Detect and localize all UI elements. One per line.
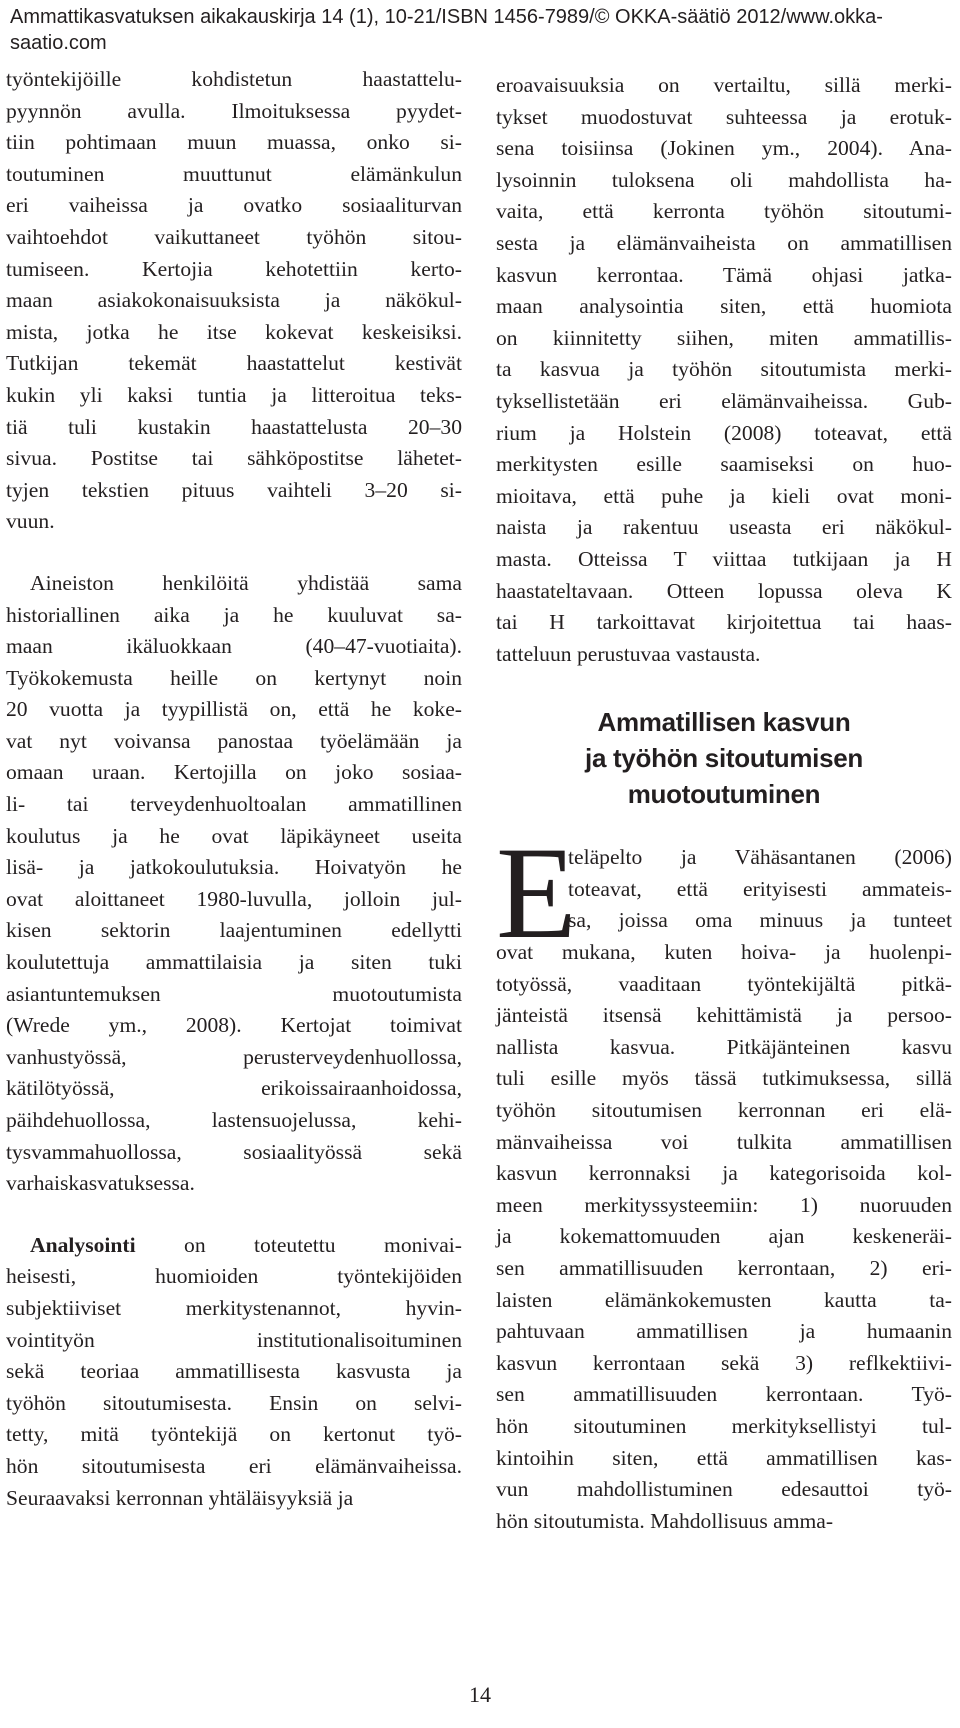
text-line: koulutettuja ammattilaisia ja siten tuki — [6, 950, 462, 975]
text-line: teläpelto ja Vähäsantanen (2006) — [568, 845, 952, 870]
text-line: 20 vuotta ja tyypillistä on, että he koke- — [6, 697, 462, 722]
text-line: Seuraavaksi kerronnan yhtäläisyyksiä ja — [6, 1485, 354, 1510]
text-line: toteavat, että erityisesti ammateis- — [568, 876, 952, 901]
text-line: on kiinnitetty siihen, miten ammatillis- — [496, 325, 952, 350]
text-line: ja kokemattomuuden ajan keskeneräi- — [496, 1224, 952, 1249]
text-line: kasvun kerrontaa. Tämä ohjasi jatka- — [496, 262, 952, 287]
text-line: tyjen tekstien pituus vaihteli 3–20 si- — [6, 477, 462, 502]
text-line: tai H tarkoittavat kirjoitettua tai haas- — [496, 610, 952, 635]
text-line: kasvun kerrontaan sekä 3) reflkektiivi- — [496, 1350, 952, 1375]
heading-line: muotoutuminen — [627, 779, 821, 810]
text-line: heisesti, huomioiden työntekijöiden — [6, 1264, 462, 1289]
text-line: kisen sektorin laajentuminen edellytti — [6, 918, 462, 943]
text-line: (Wrede ym., 2008). Kertojat toimivat — [6, 1013, 462, 1038]
text-line: mista, jotka he itse kokevat keskeisiksi. — [6, 319, 462, 344]
text-line: vointityön institutionalisoituminen — [6, 1327, 462, 1352]
text-line: maan asiakokonaisuuksista ja näkökul- — [6, 288, 462, 313]
text-line: kätilötyössä, erikoissairaanhoidossa, — [6, 1076, 462, 1101]
text-line: toutuminen muuttunut elämänkulun — [6, 161, 462, 186]
paragraph-1 — [6, 64, 462, 538]
text-line: vaita, että kerronta työhön sitoutumi- — [496, 199, 952, 224]
text-line: vuun. — [6, 509, 55, 534]
text-line: tumiseen. Kertojia kehotettiin kerto- — [6, 256, 462, 281]
text-line: eroavaisuuksia on vertailtu, sillä merki- — [496, 73, 952, 97]
text-line: Tutkijan tekemät haastattelut kestivät — [6, 351, 462, 376]
text-line: Aineiston henkilöitä yhdistää sama — [30, 570, 462, 595]
text-line: vanhustyössä, perusterveydenhuollossa, — [6, 1044, 462, 1069]
page-number: 14 — [469, 1682, 491, 1707]
text-line: vat nyt voivansa panostaa työelämään ja — [6, 728, 462, 753]
text-line: vaihtoehdot vaikuttaneet työhön sitou- — [6, 224, 462, 249]
text-line: historiallinen aika ja he kuuluvat sa- — [6, 602, 462, 627]
text-line: työhön sitoutumisesta. Ensin on selvi- — [6, 1390, 462, 1415]
text-line: Työkokemusta heille on kertynyt noin — [6, 665, 462, 690]
text-line: maan ikäluokkaan (40–47-vuotiaita). — [6, 634, 462, 659]
text-line: sivua. Postitse tai sähköpostitse lähetet- — [6, 446, 462, 471]
text-line: työntekijöille kohdistetun haastattelu- — [6, 67, 462, 91]
text-line: tetty, mitä työntekijä on kertonut työ- — [6, 1422, 462, 1447]
text-line: hön sitoutuminen merkityksellistyi tul- — [496, 1413, 952, 1438]
text-line: merkitysten esille saamiseksi on huo- — [496, 452, 952, 477]
text-line: maan analysointia siten, että huomiota — [496, 294, 952, 319]
text-line: sekä teoriaa ammatillisesta kasvusta ja — [6, 1359, 462, 1384]
text-line: mänvaiheissa voi tulkita ammatillisen — [496, 1129, 952, 1154]
text-line: tysvammahuollossa, sosiaalityössä sekä — [6, 1139, 462, 1164]
text-line: li- tai terveydenhuoltoalan ammatillinen — [6, 792, 462, 817]
text-line: lisä- ja jatkokoulutuksia. Hoivatyön he — [6, 855, 462, 880]
text-line: tuli esille myös tässä tutkimuksessa, sillä — [496, 1066, 952, 1091]
text-line: lysoinnin tuloksena oli mahdollista ha- — [496, 167, 952, 192]
text-line: meen merkityssysteemiin: 1) nuoruuden — [496, 1192, 952, 1217]
text-line: sa, joissa oma minuus ja tunteet — [568, 908, 952, 933]
text-line: varhaiskasvatuksessa. — [6, 1171, 195, 1196]
text-line: masta. Otteissa T viittaa tutkijaan ja H — [496, 546, 952, 571]
text-line: ovat mukana, kuten hoiva- ja huolenpi- — [496, 940, 952, 965]
text-line: eri vaiheissa ja ovatko sosiaaliturvan — [6, 193, 462, 218]
text-line: pyynnön avulla. Ilmoituksessa pyydet- — [6, 98, 462, 123]
text-line: ovat aloittaneet 1980-luvulla, jolloin jul- — [6, 886, 462, 911]
text-line: laisten elämänkokemusten kautta ta- — [496, 1287, 952, 1312]
section-heading — [496, 704, 952, 812]
text-line: mioitava, että puhe ja kieli ovat moni- — [496, 483, 952, 508]
text-line: naista ja rakentuu useasta eri näkökul- — [496, 515, 952, 540]
text-line: hön sitoutumisesta eri elämänvaiheissa. — [6, 1453, 462, 1478]
text-line: kintoihin siten, että ammatillisen kas- — [496, 1445, 952, 1470]
text-line: asiantuntemuksen muotoutumista — [6, 981, 462, 1006]
text-line: hön sitoutumista. Mahdollisuus amma- — [496, 1508, 834, 1533]
paragraph-3 — [6, 1230, 462, 1514]
text-line: työhön sitoutumisen kerronnan eri elä- — [496, 1098, 952, 1123]
dropcap-paragraph — [496, 819, 952, 1537]
left-column — [6, 64, 462, 1514]
text-line: subjektiiviset merkitystenannot, hyvin- — [6, 1295, 462, 1320]
text-line: ta kasvua ja työhön sitoutumista merki- — [496, 357, 952, 382]
text-line: nallista kasvua. Pitkäjänteinen kasvu — [496, 1034, 952, 1059]
running-header: Ammattikasvatuksen aikakauskirja 14 (1), 10-21/ISBN 1456-7989/© OKKA-säätiö 2012/www.okka-saatio.com — [10, 6, 883, 54]
text-line: sen ammatillisuuden kerrontaan, 2) eri- — [496, 1256, 952, 1280]
run-in-heading: Analysointi — [30, 1232, 136, 1257]
text-line: totyössä, vaaditaan työntekijältä pitkä- — [496, 971, 952, 996]
right-column — [496, 70, 952, 1537]
text-line: pahtuvaan ammatillisen ja humaanin — [496, 1319, 952, 1344]
text-line: haastateltavaan. Otteen lopussa oleva K — [496, 578, 952, 603]
paragraph-1 — [496, 70, 952, 670]
text-line: kasvun kerronnaksi ja kategorisoida kol- — [496, 1161, 952, 1186]
text-line: jänteistä itsensä kehittämistä ja persoo- — [496, 1003, 952, 1028]
text-line: sen ammatillisuuden kerrontaan. Työ- — [496, 1382, 952, 1407]
text-line: tiin pohtimaan muun muassa, onko si- — [6, 130, 462, 155]
text-line — [6, 1230, 462, 1262]
text-line: koulutus ja he ovat läpikäyneet useita — [6, 823, 462, 848]
text-line: päihdehuollossa, lastensuojelussa, kehi- — [6, 1108, 462, 1132]
paragraph-2 — [6, 568, 462, 1200]
text-line: tyksellistetään eri elämänvaiheissa. Gub- — [496, 388, 952, 413]
text-line: sesta ja elämänvaiheista on ammatillisen — [496, 230, 952, 255]
text-fragment: on toteutettu monivai- — [184, 1232, 462, 1257]
text-line: omaan uraan. Kertojilla on joko sosiaa- — [6, 760, 462, 785]
text-line: vun mahdollistuminen edesauttoi työ- — [496, 1477, 952, 1502]
text-line: rium ja Holstein (2008) toteavat, että — [496, 420, 952, 445]
text-line: tatteluun perustuvaa vastausta. — [496, 641, 761, 666]
text-line: sena toisiinsa (Jokinen ym., 2004). Ana- — [496, 136, 952, 161]
text-line: tykset muodostuvat suhteessa ja erotuk- — [496, 104, 952, 129]
heading-line: ja työhön sitoutumisen — [585, 743, 863, 774]
text-line: tiä tuli kustakin haastattelusta 20–30 — [6, 414, 462, 439]
dropcap-letter: E — [496, 819, 577, 967]
heading-line: Ammatillisen kasvun — [597, 707, 851, 738]
text-line: kukin yli kaksi tuntia ja litteroitua teks- — [6, 382, 462, 407]
